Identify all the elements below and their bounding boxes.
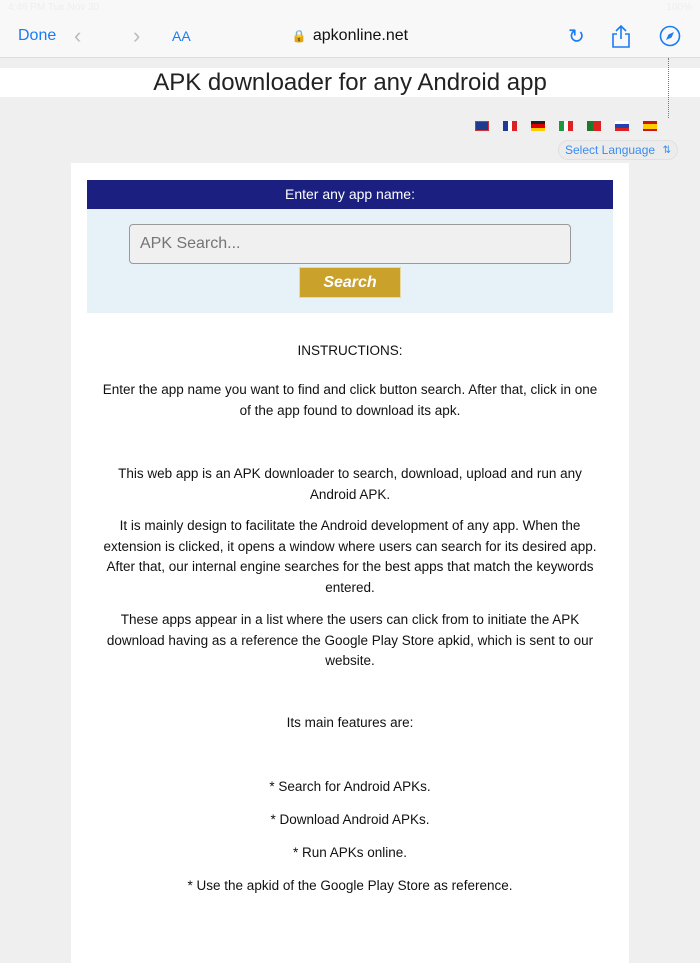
flag-spain-icon[interactable] <box>643 121 657 131</box>
chevron-updown-icon: ⇅ <box>662 145 671 156</box>
flag-france-icon[interactable] <box>503 121 517 131</box>
flag-portugal-icon[interactable] <box>587 121 601 131</box>
language-select-label: Select Language <box>565 143 656 157</box>
back-icon[interactable]: ‹ <box>74 23 82 48</box>
language-select[interactable] <box>558 140 678 160</box>
apk-search-input[interactable] <box>129 224 571 264</box>
feature-item: * Download Android APKs. <box>270 812 430 827</box>
instructions-title: INSTRUCTIONS: <box>297 343 403 358</box>
flag-uk-icon[interactable] <box>475 121 489 131</box>
instructions-text: Enter the app name you want to find and click button search. After that, click in one of the app found to download its apk. <box>102 382 598 418</box>
forward-icon[interactable]: › <box>133 23 141 48</box>
feature-item: * Run APKs online. <box>292 845 408 860</box>
status-time: 4:46 PM Tue Nov 30 <box>8 2 100 13</box>
done-button[interactable]: Done <box>18 27 57 44</box>
content-card <box>71 163 629 963</box>
search-header: Enter any app name: <box>87 180 613 209</box>
page-title: APK downloader for any Android app <box>0 68 700 97</box>
language-flags <box>475 121 657 131</box>
paragraph: It is mainly design to facilitate the Android development of any app. When the extension is clicked, it opens a window where users can search for its desired app. After that, our internal engine searches for the best apps that match the keywords entered. <box>103 518 597 595</box>
flag-italy-icon[interactable] <box>559 121 573 131</box>
text-size-button[interactable]: AA <box>172 28 191 44</box>
paragraph: These apps appear in a list where the users can click from to initiate the APK download having as a reference the Google Play Store apkid, which is sent to our website. <box>106 612 594 668</box>
feature-item: * Search for Android APKs. <box>269 779 431 794</box>
features-title: Its main features are: <box>286 715 414 730</box>
share-icon[interactable] <box>611 14 631 58</box>
search-button[interactable]: Search <box>299 267 401 298</box>
compass-icon[interactable] <box>659 14 681 58</box>
status-bar <box>0 0 700 14</box>
flag-russia-icon[interactable] <box>615 121 629 131</box>
address-bar[interactable] <box>0 14 700 58</box>
browser-toolbar <box>0 14 700 58</box>
search-panel <box>87 209 613 313</box>
flag-germany-icon[interactable] <box>531 121 545 131</box>
paragraph: This web app is an APK downloader to search, download, upload and run any Android APK. <box>118 466 582 502</box>
battery: 100% <box>666 2 692 13</box>
lock-icon: 🔒 <box>291 29 307 43</box>
reload-icon[interactable]: ↻ <box>568 25 585 48</box>
divider <box>668 58 669 118</box>
url-text: apkonline.net <box>312 27 409 44</box>
feature-item: * Use the apkid of the Google Play Store as reference. <box>187 878 513 893</box>
